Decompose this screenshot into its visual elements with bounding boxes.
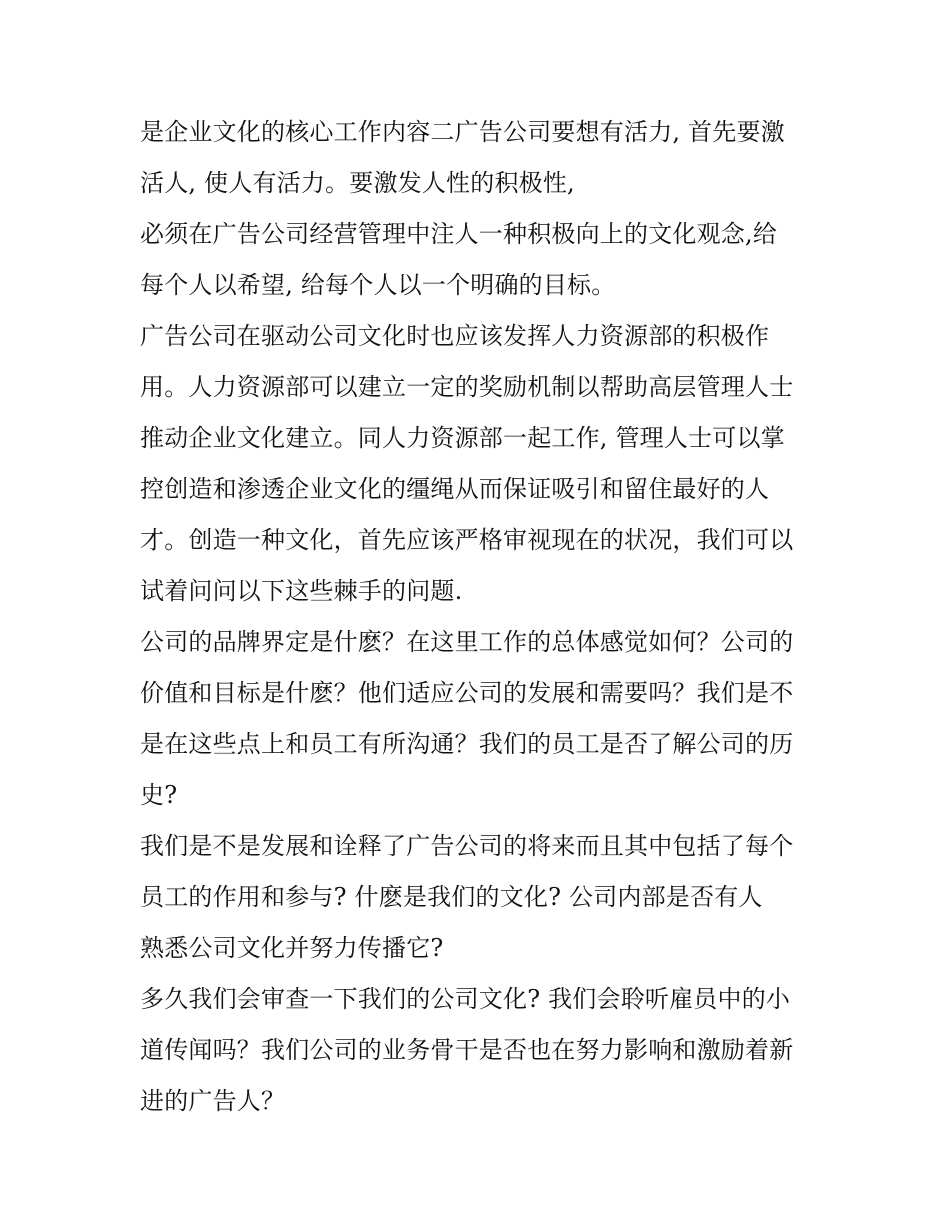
text-line: 史?: [140, 781, 178, 809]
text-line: 活人, 使人有活力。要激发人性的积极性,: [140, 169, 575, 197]
text-line: 多久我们会审查一下我们的公司文化? 我们会聆听雇员中的小: [140, 985, 791, 1013]
text-line: 控创造和渗透企业文化的缰绳从而保证吸引和留住最好的人: [140, 475, 770, 503]
text-line: 每个人以希望, 给每个人以一个明确的目标。: [140, 271, 616, 299]
text-line: 公司的品牌界定是什麽？在这里工作的总体感觉如何？公司的: [140, 628, 794, 656]
text-line: 广告公司在驱动公司文化时也应该发挥人力资源部的积极作: [140, 322, 770, 350]
text-line: 是企业文化的核心工作内容二广告公司要想有活力, 首先要激: [140, 118, 785, 146]
text-line: 必须在广告公司经营管理中注人一种积极向上的文化观念,给: [140, 220, 778, 248]
text-line: 员工的作用和参与? 什麽是我们的文化? 公司内部是否有人: [140, 883, 763, 911]
text-line: 进的广告人？: [140, 1087, 286, 1115]
text-line: 熟悉公司文化并努力传播它?: [140, 934, 444, 962]
text-line: 我们是不是发展和诠释了广告公司的将来而且其中包括了每个: [140, 832, 794, 860]
text-line: 是在这些点上和员工有所沟通？我们的员工是否了解公司的历: [140, 730, 794, 758]
document-page: [140, 107, 820, 1127]
text-line: 价值和目标是什麽？他们适应公司的发展和需要吗？我们是不: [140, 679, 794, 707]
text-line: 推动企业文化建立。同人力资源部一起工作, 管理人士可以掌: [140, 424, 785, 452]
text-line: 道传闻吗？我们公司的业务骨干是否也在努力影响和激励着新: [140, 1036, 794, 1064]
text-line: 用。人力资源部可以建立一定的奖励机制以帮助高层管理人士: [140, 373, 794, 401]
text-line: 才。创造一种文化，首先应该严格审视现在的状况，我们可以: [140, 526, 794, 554]
text-line: 试着问问以下这些棘手的问题.: [140, 577, 463, 605]
